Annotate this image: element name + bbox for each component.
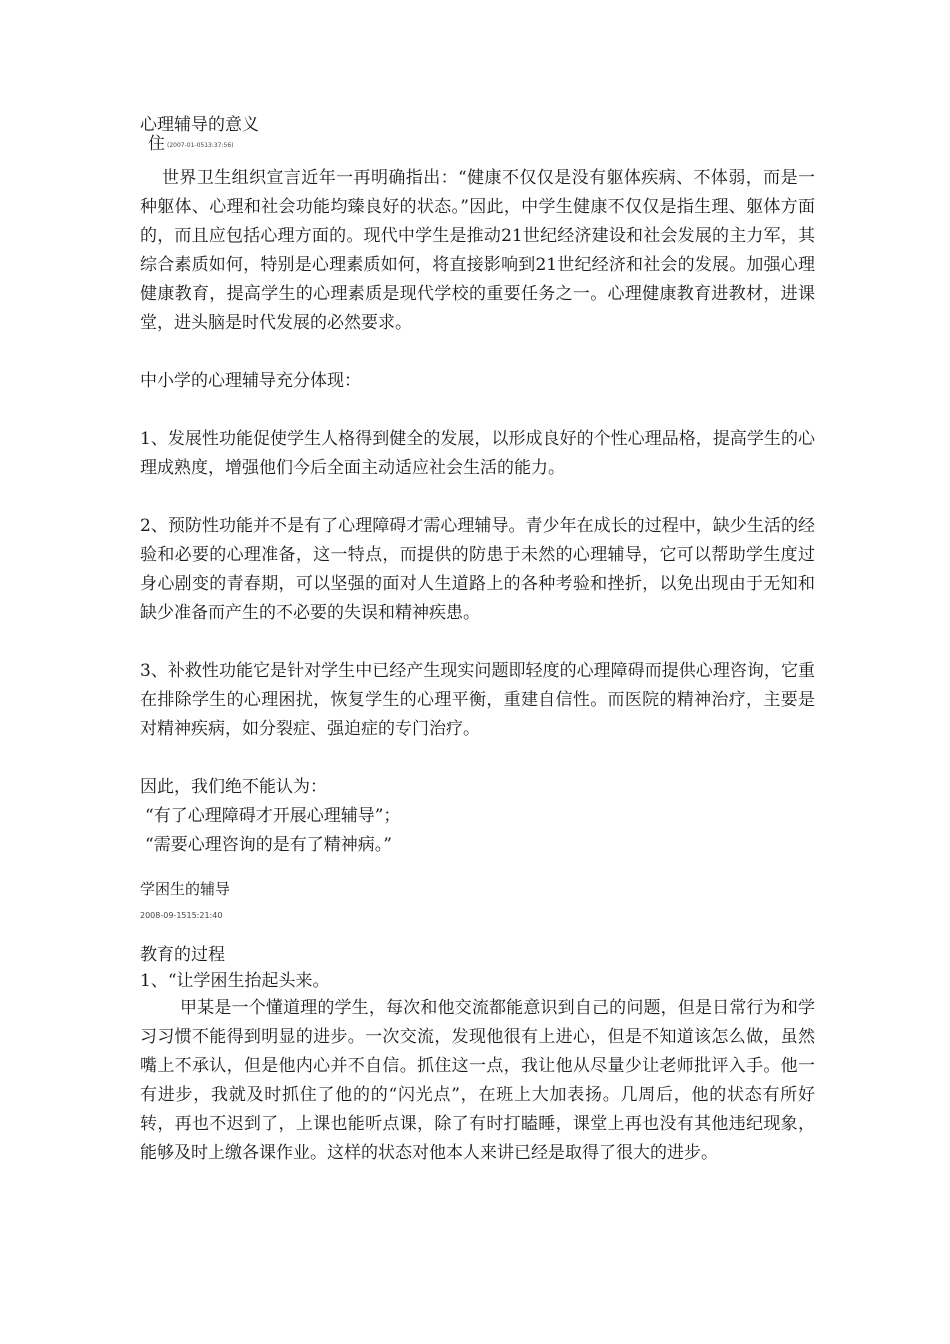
author-char: 住 [148, 134, 165, 154]
quote-2: “需要心理咨询的是有了精神病。” [145, 835, 392, 855]
point-2-paragraph: 2、预防性功能并不是有了心理障碍才需心理辅导。青少年在成长的过程中，缺少生活的经验和必要的心理准备，这一特点，而提供的防患于未然的心理辅导，它可以帮助学生度过身心剧变的青春期，可以坚强的面对人生道路上的各种考验和挫折，以免出现由于无知和缺少准备而产生的不必要的失误和精神疾患。 [140, 516, 815, 623]
article-2-date: 2008-09-1515:21:40 [140, 911, 223, 920]
document-body [140, 112, 815, 1168]
item-heading: 1、“让学困生抬起头来。 [140, 971, 330, 991]
article-title: 心理辅导的意义 [140, 115, 259, 135]
conclusion-paragraph: 因此，我们绝不能认为： [140, 777, 327, 797]
lead-paragraph: 中小学的心理辅导充分体现： [140, 371, 361, 391]
article-date: (2007-01-0513:37:56) [167, 142, 234, 149]
section-heading: 教育的过程 [140, 945, 225, 965]
case-paragraph: 甲某是一个懂道理的学生，每次和他交流都能意识到自己的问题，但是日常行为和学习习惯不能得到明显的进步。一次交流，发现他很有上进心，但是不知道该怎么做，虽然嘴上不承认，但是他内心并不自信。抓住这一点，我让他从尽量少让老师批评入手。他一有进步，我就及时抓住了他的的“闪光点”，在班上大加表扬。几周后，他的状态有所好转，再也不迟到了，上课也能听点课，除了有时打瞌睡，课堂上再也没有其他违纪现象，能够及时上缴各课作业。这样的状态对他本人来讲已经是取得了很大的进步。 [140, 998, 815, 1163]
article-2-title: 学困生的辅导 [140, 880, 231, 898]
point-3-paragraph: 3、补救性功能它是针对学生中已经产生现实问题即轻度的心理障碍而提供心理咨询，它重在排除学生的心理困扰，恢复学生的心理平衡，重建自信性。而医院的精神治疗，主要是对精神疾病，如分裂症、强迫症的专门治疗。 [140, 661, 815, 739]
quote-1: “有了心理障碍才开展心理辅导”； [145, 806, 401, 826]
intro-paragraph: 世界卫生组织宣言近年一再明确指出：“健康不仅仅是没有躯体疾病、不体弱，而是一种躯体、心理和社会功能均臻良好的状态。”因此，中学生健康不仅仅是指生理、躯体方面的，而且应包括心理方面的。现代中学生是推动21世纪经济建设和社会发展的主力军，其综合素质如何，特别是心理素质如何，将直接影响到21世纪经济和社会的发展。加强心理健康教育，提高学生的心理素质是现代学校的重要任务之一。心理健康教育进教材，进课堂，进头脑是时代发展的必然要求。 [140, 168, 815, 333]
point-1-paragraph: 1、发展性功能促使学生人格得到健全的发展，以形成良好的个性心理品格，提高学生的心理成熟度，增强他们今后全面主动适应社会生活的能力。 [140, 429, 815, 478]
